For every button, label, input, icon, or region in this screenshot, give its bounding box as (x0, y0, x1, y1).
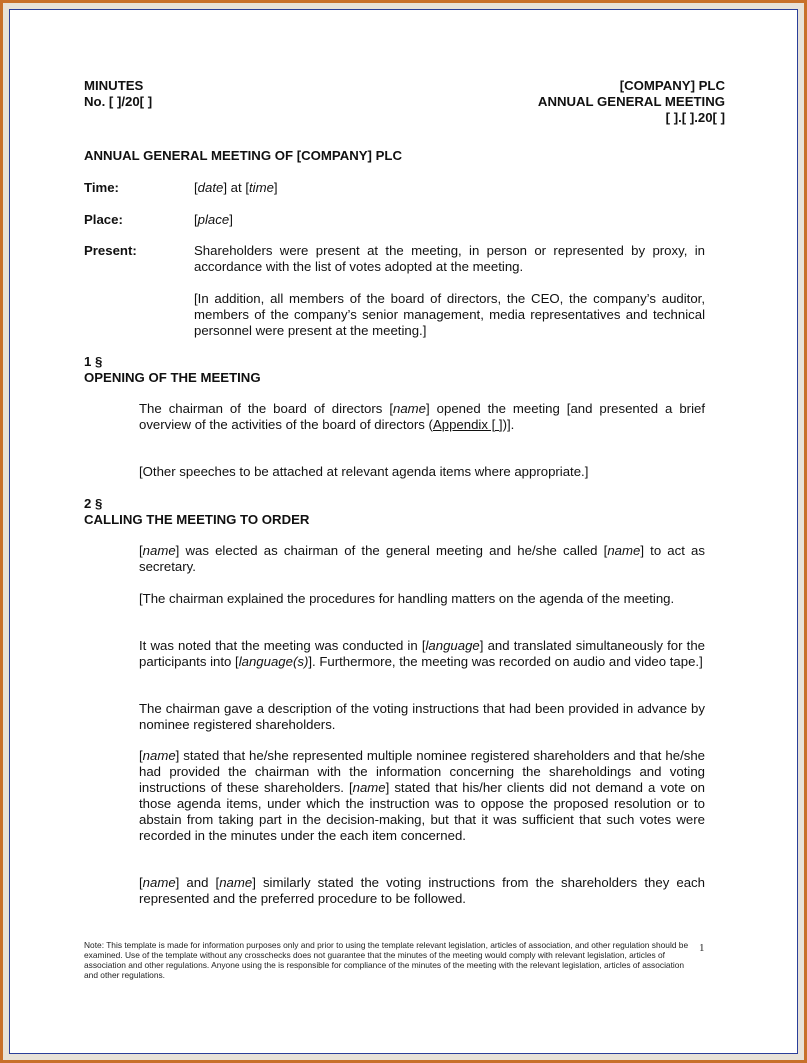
section-2-title: CALLING THE MEETING TO ORDER (84, 512, 310, 527)
section-2-number: 2 § (84, 496, 103, 511)
present-paragraph-1: Shareholders were present at the meeting, in person or represented by proxy, in accordance with the list of votes adopted at the meeting. (194, 243, 705, 274)
time-label: Time: (84, 180, 119, 195)
section-1-paragraph-2: [Other speeches to be attached at relevant agenda items where appropriate.] (139, 464, 589, 479)
footer-note: Note: This template is made for information purposes only and prior to using the template relevant legislation, articles of association, and other regulation should be examined. Use of the template without any crosschecks does not guarantee that the minutes of the meeting would comply with relevant legislation, articles of association and other regulations. Anyone using the is responsible for compliance of the minutes of the meeting with the relevant legislation, articles of association and other regulations. (84, 940, 689, 980)
appendix-reference: Appendix [ ] (432, 417, 503, 432)
company-name: [COMPANY] PLC (619, 78, 725, 93)
place-value: [place] (194, 212, 233, 227)
section-2-paragraph-6: [name] and [name] similarly stated the voting instructions from the shareholders they each represented and the preferred procedure to be followed. (139, 875, 705, 906)
meeting-date: [ ].[ ].20[ ] (665, 110, 725, 125)
section-2-paragraph-4: The chairman gave a description of the voting instructions that had been provided in advance by nominee registered shareholders. (139, 701, 705, 732)
minutes-number: No. [ ]/20[ ] (84, 94, 153, 109)
header-right (538, 78, 725, 126)
page-number: 1 (699, 942, 705, 954)
minutes-label: MINUTES (84, 78, 144, 93)
document-title: ANNUAL GENERAL MEETING OF [COMPANY] PLC (84, 148, 402, 163)
place-label: Place: (84, 212, 123, 227)
section-1-title: OPENING OF THE MEETING (84, 370, 261, 385)
section-2-paragraph-1: [name] was elected as chairman of the general meeting and he/she called [name] to act as secretary. (139, 543, 705, 574)
section-2-paragraph-3: It was noted that the meeting was conducted in [language] and translated simultaneously for the participants into [language(s)]. Furthermore, the meeting was recorded on audio and video tape.] (139, 638, 705, 669)
section-1-paragraph-1: The chairman of the board of directors [name] opened the meeting [and presented a brief overview of the activities of the board of directors (Appendix [ ])]. (139, 401, 705, 432)
section-2-paragraph-5: [name] stated that he/she represented multiple nominee registered shareholders and that he/she had provided the chairman with the information concerning the shareholdings and voting instructions of these shareholders. [name] stated that his/her clients did not demand a vote on those agenda items, under which the instruction was to oppose the proposed resolution or to abstain from taking part in the decision-making, but that it was sufficient that such votes were recorded in the minutes under the each item concerned. (139, 748, 705, 843)
present-row (84, 243, 705, 343)
document-page (10, 10, 797, 1053)
time-value: [date] at [time] (194, 180, 278, 195)
present-label: Present: (84, 243, 137, 258)
present-paragraph-2: [In addition, all members of the board of directors, the CEO, the company’s auditor, members of the company’s senior management, media representatives and technical personnel were present at the meeting.] (194, 291, 705, 338)
meeting-type: ANNUAL GENERAL MEETING (537, 94, 725, 109)
header-left (84, 78, 152, 110)
section-2-paragraph-2: [The chairman explained the procedures for handling matters on the agenda of the meeting. (139, 591, 675, 606)
section-1-number: 1 § (84, 354, 103, 369)
